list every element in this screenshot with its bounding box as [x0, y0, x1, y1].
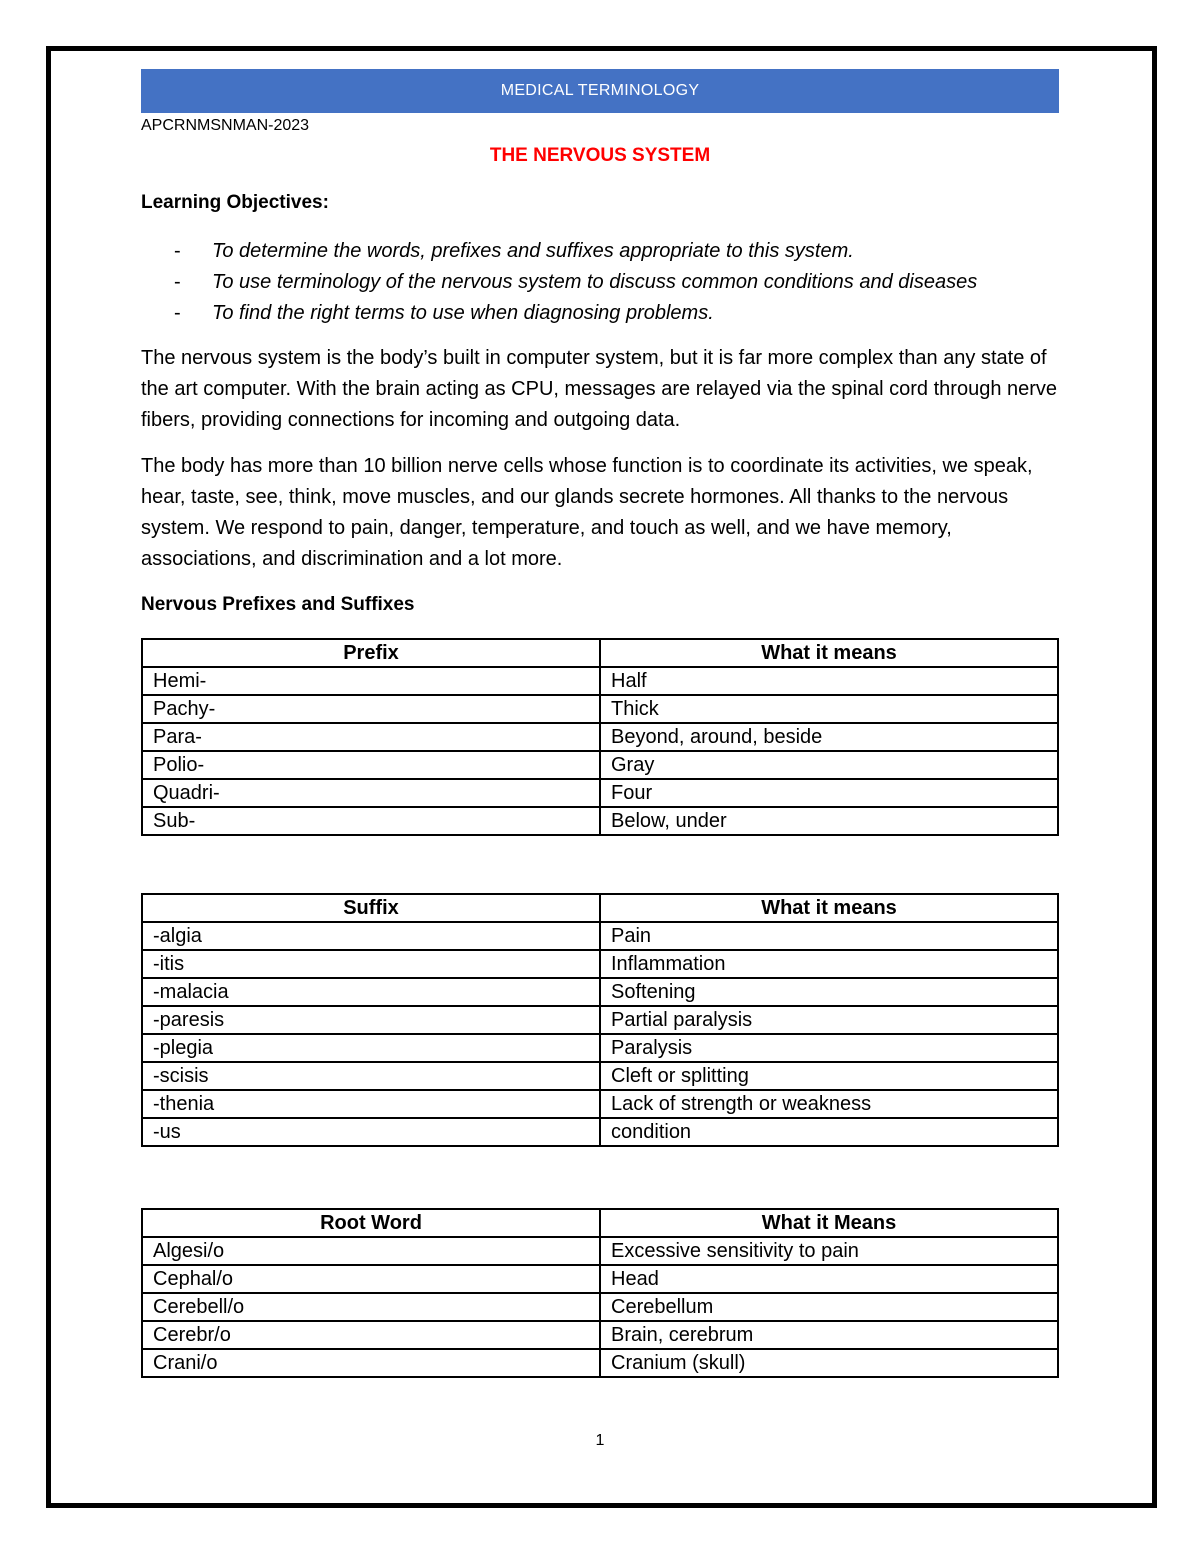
- table-row: Quadri- Four: [142, 779, 1058, 807]
- objectives-heading: Learning Objectives:: [141, 192, 329, 213]
- objectives-list: [141, 236, 977, 329]
- table-row: -algia Pain: [142, 922, 1058, 950]
- dash-bullet-icon: -: [174, 240, 181, 262]
- table-row: -us condition: [142, 1118, 1058, 1146]
- table-header-row: [142, 639, 1058, 667]
- column-header: What it means: [600, 894, 1058, 922]
- table-row: -thenia Lack of strength or weakness: [142, 1090, 1058, 1118]
- objective-item: - To find the right terms to use when diagnosing problems.: [141, 298, 977, 329]
- nerve-cells-paragraph: The body has more than 10 billion nerve cells whose function is to coordinate its activities, we speak, hear, taste, see, think, move muscles, and our glands secrete hormones. All thanks to the nervous system. We respond to pain, danger, temperature, and touch as well, and we have memory, associations, and discrimination and a lot more.: [141, 455, 1033, 570]
- page-number: 1: [595, 1432, 605, 1449]
- page-title: THE NERVOUS SYSTEM: [489, 145, 711, 166]
- column-header: What it Means: [600, 1209, 1058, 1237]
- column-header: What it means: [600, 639, 1058, 667]
- dash-bullet-icon: -: [174, 271, 181, 293]
- table-row: -itis Inflammation: [142, 950, 1058, 978]
- objective-item: - To determine the words, prefixes and suffixes appropriate to this system.: [141, 236, 977, 267]
- dash-bullet-icon: -: [174, 302, 181, 324]
- table-header-row: [142, 1209, 1058, 1237]
- table-row: Crani/o Cranium (skull): [142, 1349, 1058, 1377]
- table-row: Para- Beyond, around, beside: [142, 723, 1058, 751]
- document-id: APCRNMSNMAN-2023: [141, 117, 310, 134]
- column-header: Suffix: [142, 894, 600, 922]
- table-row: Sub- Below, under: [142, 807, 1058, 835]
- root-word-table: [141, 1208, 1059, 1378]
- table-row: Algesi/o Excessive sensitivity to pain: [142, 1237, 1058, 1265]
- prefix-table: [141, 638, 1059, 836]
- table-row: Cephal/o Head: [142, 1265, 1058, 1293]
- table-row: -plegia Paralysis: [142, 1034, 1058, 1062]
- objective-item: - To use terminology of the nervous system to discuss common conditions and diseases: [141, 267, 977, 298]
- table-row: -malacia Softening: [142, 978, 1058, 1006]
- table-row: -paresis Partial paralysis: [142, 1006, 1058, 1034]
- table-row: Cerebell/o Cerebellum: [142, 1293, 1058, 1321]
- table-row: Pachy- Thick: [142, 695, 1058, 723]
- header-banner: MEDICAL TERMINOLOGY: [141, 69, 1059, 113]
- table-row: Polio- Gray: [142, 751, 1058, 779]
- table-header-row: [142, 894, 1058, 922]
- section-heading: Nervous Prefixes and Suffixes: [141, 594, 415, 615]
- table-row: Cerebr/o Brain, cerebrum: [142, 1321, 1058, 1349]
- column-header: Root Word: [142, 1209, 600, 1237]
- column-header: Prefix: [142, 639, 600, 667]
- suffix-table: [141, 893, 1059, 1147]
- intro-paragraph: The nervous system is the body’s built in computer system, but it is far more complex than any state of the art computer. With the brain acting as CPU, messages are relayed via the spinal cord through nerve fibers, providing connections for incoming and outgoing data.: [141, 347, 1058, 431]
- table-row: Hemi- Half: [142, 667, 1058, 695]
- table-row: -scisis Cleft or splitting: [142, 1062, 1058, 1090]
